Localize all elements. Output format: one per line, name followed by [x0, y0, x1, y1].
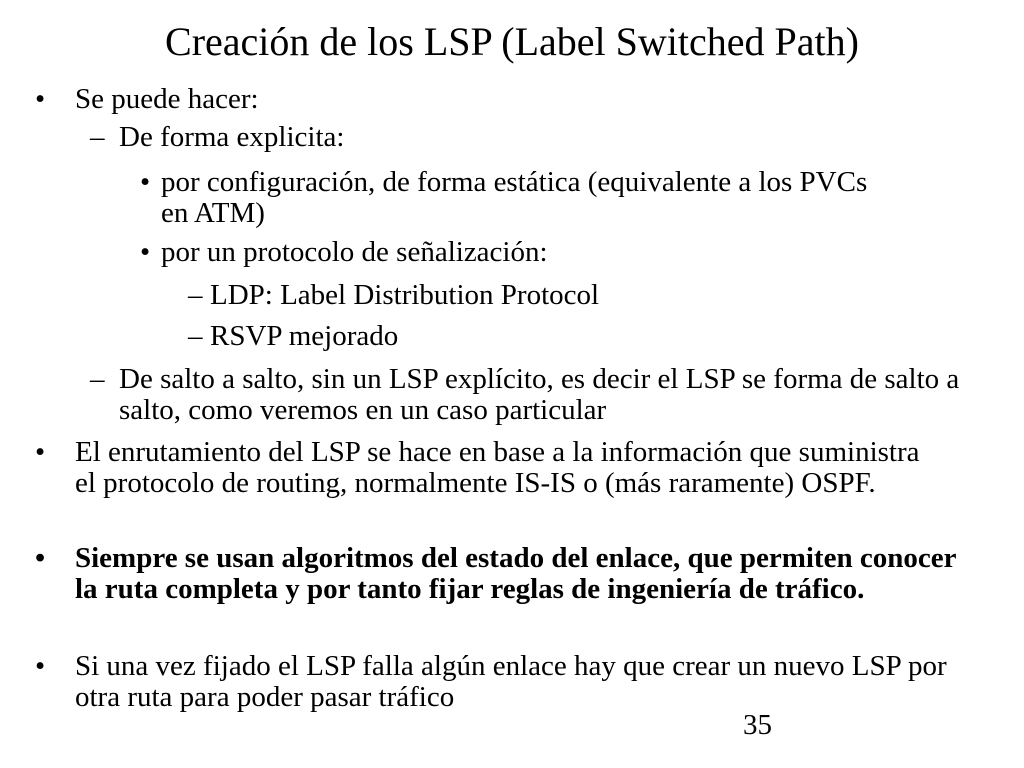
- item-text: Se puede hacer:: [75, 83, 259, 115]
- dash-marker: –: [90, 363, 105, 395]
- bullet-item: [35, 437, 935, 499]
- dash-marker: –: [90, 121, 105, 153]
- sub-sub-item: [140, 167, 890, 229]
- item-text: De salto a salto, sin un LSP explícito, es decir el LSP se forma de salto a salto, como veremos en un caso particular: [119, 363, 960, 426]
- item-text: por configuración, de forma estática (equivalente a los PVCs en ATM): [161, 166, 868, 229]
- bullet-marker: •: [140, 166, 151, 198]
- sub-sub-item: [140, 237, 890, 268]
- sub-sub-sub-item: [188, 321, 888, 352]
- bullet-marker: •: [35, 650, 46, 682]
- bullet-marker: •: [35, 436, 46, 468]
- bullet-marker: •: [35, 83, 46, 115]
- item-text: Siempre se usan algoritmos del estado del enlace, que permiten conocer la ruta completa y por tanto fijar reglas de ingeniería de tráfico.: [75, 542, 956, 605]
- dash-marker: –: [188, 279, 203, 311]
- sub-item: [90, 122, 970, 153]
- bullet-marker: •: [35, 542, 46, 574]
- bullet-item: [35, 651, 985, 713]
- dash-marker: –: [188, 320, 203, 352]
- item-text: por un protocolo de señalización:: [161, 236, 548, 268]
- sub-sub-sub-item: [188, 280, 888, 311]
- bullet-marker: •: [140, 236, 151, 268]
- page-number: 35: [743, 709, 772, 741]
- bullet-item: [35, 84, 935, 115]
- item-text: LDP: Label Distribution Protocol: [210, 279, 600, 311]
- bullet-item-emphasis: [35, 543, 970, 605]
- sub-item: [90, 364, 970, 426]
- item-text: De forma explicita:: [119, 121, 345, 153]
- item-text: RSVP mejorado: [210, 320, 399, 352]
- item-text: Si una vez fijado el LSP falla algún enlace hay que crear un nuevo LSP por otra ruta para poder pasar tráfico: [75, 650, 947, 713]
- item-text: El enrutamiento del LSP se hace en base a la información que suministra el protocolo de routing, normalmente IS-IS o (más raramente) OSPF.: [75, 436, 920, 499]
- slide-title: Creación de los LSP (Label Switched Path): [165, 19, 859, 64]
